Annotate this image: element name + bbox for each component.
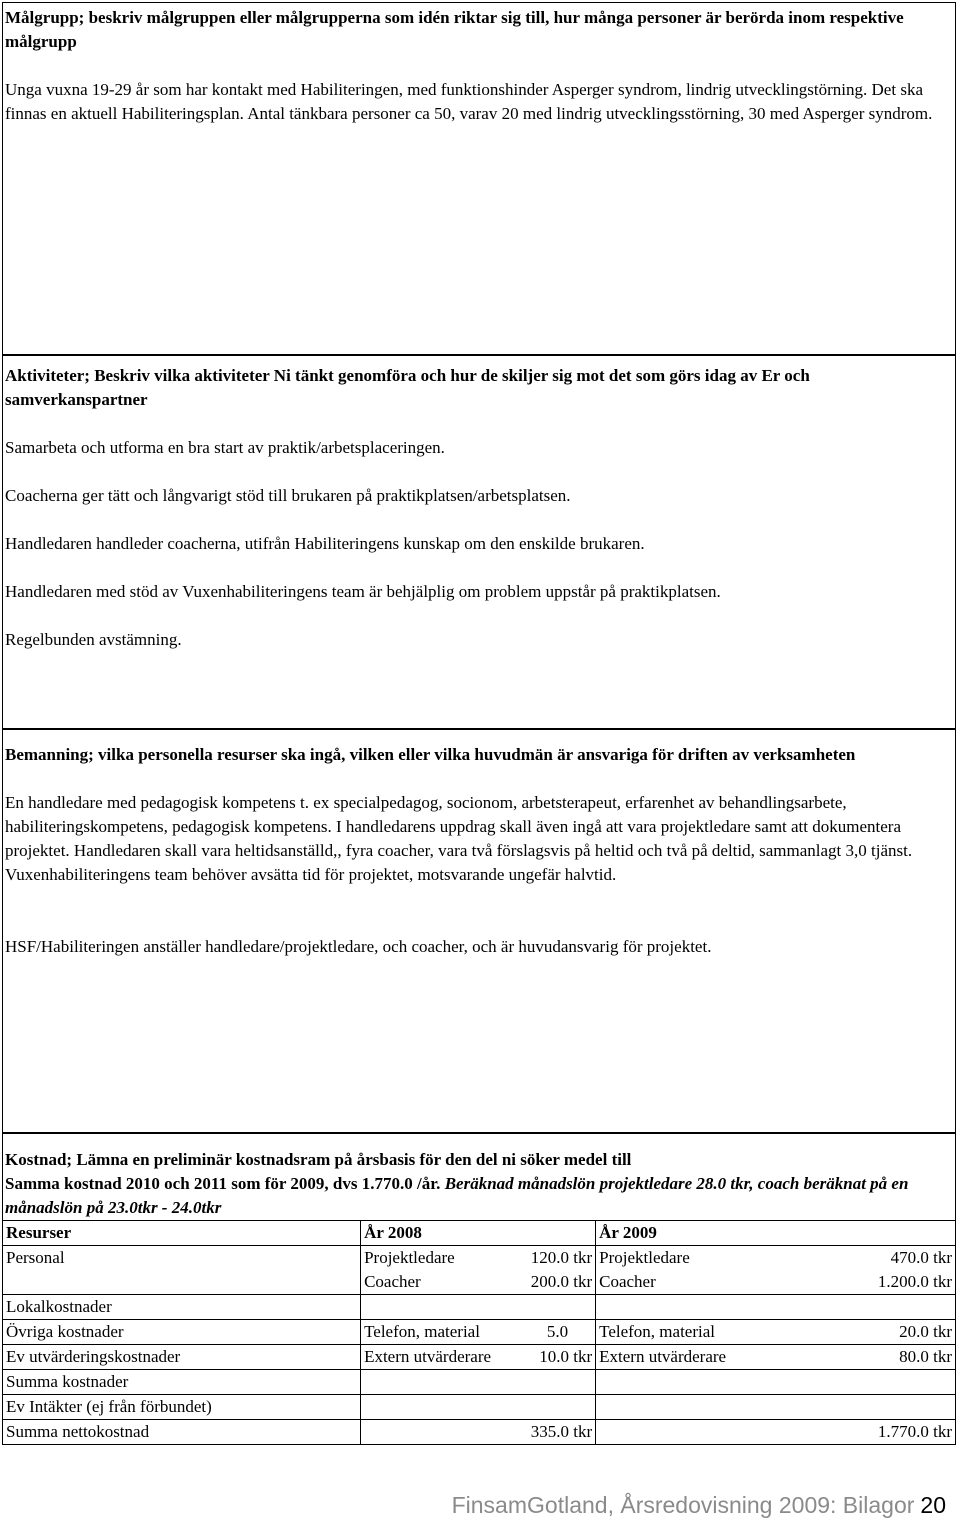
cost-table: [2, 1220, 956, 1445]
bemanning-section: [5, 743, 950, 959]
kostnad-subheading: [5, 1172, 950, 1220]
aktiviteter-section: [5, 364, 950, 652]
page-footer: [452, 1492, 946, 1519]
malgrupp-section: [5, 6, 950, 126]
line-item: Projektledare 470.0 tkr: [599, 1248, 952, 1267]
column-header: År 2008: [361, 1221, 596, 1246]
kostnad-summary: Samma kostnad 2010 och 2011 som för 2009, dvs 1.770.0 /år.: [5, 1174, 441, 1193]
empty-cell: [361, 1370, 596, 1395]
netto-2009-cell: 1.770.0 tkr: [596, 1420, 956, 1445]
bemanning-heading: Bemanning; vilka personella resurser ska ingå, vilken eller vilka huvudmän är ansvariga för driften av verksamheten: [5, 745, 856, 764]
row-label: Summa nettokostnad: [3, 1420, 361, 1445]
row-label: Ev utvärderingskostnader: [3, 1345, 361, 1370]
kostnad-section: [5, 1148, 950, 1220]
malgrupp-heading: Målgrupp; beskriv målgruppen eller målgrupperna som idén riktar sig till, hur många personer är berörda inom respektive målgrupp: [5, 8, 904, 51]
utvardering-2008-cell: [361, 1345, 596, 1370]
utvardering-2009-cell: [596, 1345, 956, 1370]
table-row: [3, 1320, 956, 1345]
ovriga-2009-cell: [596, 1320, 956, 1345]
ovriga-2008-cell: [361, 1320, 596, 1345]
line-item: Telefon, material 20.0 tkr: [599, 1322, 952, 1341]
table-row: [3, 1420, 956, 1445]
malgrupp-text: Unga vuxna 19-29 år som har kontakt med Habiliteringen, med funktionshinder Asperger syndrom, lindrig utvecklingstörning. Det ska finnas en aktuell Habiliteringsplan. Antal tänkbara personer ca 50, varav 20 med lindrig utvecklingsstörning, 30 med Asperger syndrom.: [5, 80, 933, 123]
kostnad-heading: Kostnad; Lämna en preliminär kostnadsram på årsbasis för den del ni söker medel till: [5, 1150, 632, 1169]
line-item: Extern utvärderare 80.0 tkr: [599, 1347, 952, 1366]
empty-cell: [596, 1370, 956, 1395]
personal-2008-cell: [361, 1246, 596, 1295]
aktiviteter-heading: Aktiviteter; Beskriv vilka aktiviteter Ni tänkt genomföra och hur de skiljer sig mot det som görs idag av Er och samverkanspartner: [5, 366, 810, 409]
line-item: Telefon, material 5.0: [364, 1322, 569, 1341]
aktivitet-line: Handledaren handleder coacherna, utifrån Habiliteringens kunskap om den enskilde brukaren.: [5, 534, 645, 553]
row-label: Personal: [3, 1246, 361, 1295]
line-item: Extern utvärderare 10.0 tkr: [364, 1347, 593, 1366]
table-row: [3, 1295, 956, 1320]
aktivitet-line: Handledaren med stöd av Vuxenhabiliteringens team är behjälplig om problem uppstår på praktikplatsen.: [5, 582, 721, 601]
netto-2008-cell: 335.0 tkr: [361, 1420, 596, 1445]
bemanning-text: En handledare med pedagogisk kompetens t. ex specialpedagog, socionom, arbetsterapeut, erfarenhet av behandlingsarbete, habiliteringskompetens, pedagogisk kompetens. I handledarens uppdrag skall även ingå att vara projektledare samt att dokumentera projektet. Handledaren skall vara heltidsanställd,, fyra coacher, vara två förslagsvis på heltid och två på deltid, sammanlagt 3,0 tjänst. Vuxenhabiliteringens team behöver avsätta tid för projektet, motsvarande ungefär halvtid.: [5, 793, 913, 884]
row-label: Ev Intäkter (ej från förbundet): [3, 1395, 361, 1420]
line-item: Projektledare 120.0 tkr: [364, 1248, 593, 1267]
empty-cell: [596, 1295, 956, 1320]
table-row: [3, 1246, 956, 1295]
bemanning-ansvar-text: HSF/Habiliteringen anställer handledare/projektledare, och coacher, och är huvudansvarig för projektet.: [5, 937, 712, 956]
column-header: År 2009: [596, 1221, 956, 1246]
empty-cell: [361, 1295, 596, 1320]
kostnad-salary-note: Beräknad månadslön projektledare 28.0 tkr, coach beräknat på en månadslön på 23.0tkr - 24.0tkr: [5, 1174, 909, 1217]
aktivitet-line: Coacherna ger tätt och långvarigt stöd till brukaren på praktikplatsen/arbetsplatsen.: [5, 486, 571, 505]
line-item: Coacher 200.0 tkr: [364, 1272, 593, 1291]
row-label: Övriga kostnader: [3, 1320, 361, 1345]
empty-cell: [361, 1395, 596, 1420]
empty-cell: [596, 1395, 956, 1420]
column-header: Resurser: [3, 1221, 361, 1246]
aktivitet-line: Samarbeta och utforma en bra start av praktik/arbetsplaceringen.: [5, 438, 445, 457]
table-header-row: [3, 1221, 956, 1246]
row-label: Lokalkostnader: [3, 1295, 361, 1320]
personal-2009-cell: [596, 1246, 956, 1295]
footer-text: FinsamGotland, Årsredovisning 2009: Bilagor: [451, 1492, 915, 1518]
aktivitet-line: Regelbunden avstämning.: [5, 630, 182, 649]
row-label: Summa kostnader: [3, 1370, 361, 1395]
table-row: [3, 1370, 956, 1395]
line-item: Coacher 1.200.0 tkr: [599, 1272, 952, 1291]
page-number: 20: [920, 1492, 946, 1518]
table-row: [3, 1395, 956, 1420]
table-row: [3, 1345, 956, 1370]
